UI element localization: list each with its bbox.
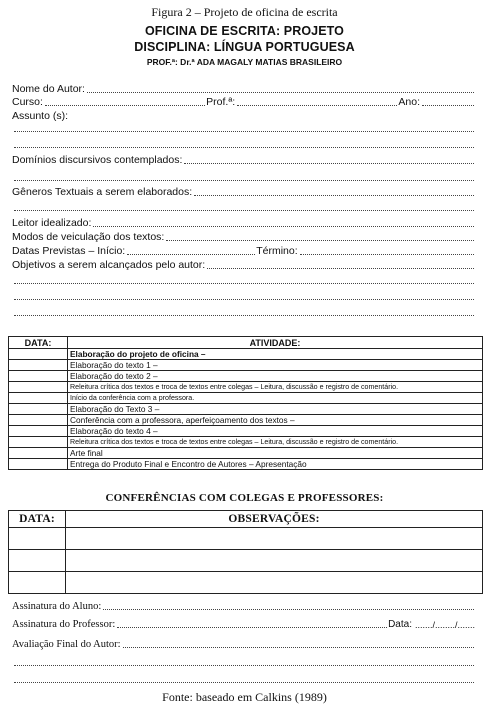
objectives-line-3[interactable] [12, 289, 475, 302]
modes-line[interactable] [166, 231, 474, 241]
table-row[interactable] [9, 448, 483, 459]
conf-date-cell[interactable] [9, 572, 66, 594]
end-date-line[interactable] [300, 245, 474, 255]
subject-line-1[interactable] [12, 121, 475, 134]
activities-header-row [9, 337, 483, 349]
table-row[interactable] [9, 371, 483, 382]
genres-label: Gêneros Textuais a serem elaborados: [12, 186, 193, 198]
conf-notes-cell[interactable] [66, 550, 483, 572]
activity-date-cell[interactable] [9, 437, 68, 448]
dates-label: Datas Previstas – Início: [12, 245, 126, 257]
conferences-header-row [9, 511, 483, 528]
genres-line[interactable] [194, 186, 474, 196]
table-row[interactable] [9, 437, 483, 448]
course-label: Curso: [12, 96, 43, 108]
activity-cell: Elaboração do texto 4 – [68, 426, 483, 437]
course-field[interactable] [12, 95, 475, 108]
student-signature-label: Assinatura do Aluno: [12, 601, 102, 612]
professor-line: PROF.ª: Dr.ª ADA MAGALY MATIAS BRASILEIRO [146, 57, 343, 67]
figure-caption: Figura 2 – Projeto de oficina de escrita [151, 5, 338, 19]
activity-date-cell[interactable] [9, 426, 68, 437]
subject-label: Assunto (s): [12, 110, 69, 122]
dates-field[interactable] [12, 244, 475, 257]
conf-header-notes: OBSERVAÇÕES: [66, 511, 483, 528]
activity-cell: Entrega do Produto Final e Encontro de Autores – Apresentação [68, 459, 483, 470]
end-label: Término: [256, 245, 298, 257]
table-row[interactable] [9, 459, 483, 470]
conf-notes-cell[interactable] [66, 528, 483, 550]
activity-cell: Releitura crítica dos textos e troca de textos entre colegas – Leitura, discussão e registro de comentário. [68, 382, 483, 393]
conf-notes-cell[interactable] [66, 572, 483, 594]
activity-cell: Elaboração do projeto de oficina – [68, 349, 483, 360]
author-label: Nome do Autor: [12, 83, 85, 95]
modes-field[interactable] [12, 230, 475, 243]
header-activity: ATIVIDADE: [68, 337, 483, 349]
conf-date-cell[interactable] [9, 528, 66, 550]
discipline-title: DISCIPLINA: LÍNGUA PORTUGUESA [134, 40, 355, 54]
objectives-label: Objetivos a serem alcançados pelo autor: [12, 259, 206, 271]
author-line[interactable] [87, 83, 474, 93]
activities-table [8, 336, 483, 470]
conferences-title: CONFERÊNCIAS COM COLEGAS E PROFESSORES: [105, 492, 384, 504]
objectives-line-4[interactable] [12, 305, 475, 318]
teacher-signature-field[interactable] [12, 617, 475, 630]
final-eval-line[interactable] [123, 638, 474, 648]
teacher-signature-label: Assinatura do Professor: [12, 619, 116, 630]
reader-line[interactable] [93, 217, 474, 227]
genres-field[interactable] [12, 185, 475, 198]
conf-date-cell[interactable] [9, 550, 66, 572]
teacher-signature-line[interactable] [117, 618, 387, 628]
activity-date-cell[interactable] [9, 393, 68, 404]
modes-label: Modos de veiculação dos textos: [12, 231, 165, 243]
student-signature-field[interactable] [12, 599, 475, 612]
table-row[interactable] [9, 404, 483, 415]
activity-cell: Arte final [68, 448, 483, 459]
genres-line-2[interactable] [12, 200, 475, 213]
table-row[interactable] [9, 550, 483, 572]
form-title: OFICINA DE ESCRITA: PROJETO [144, 24, 344, 38]
activity-date-cell[interactable] [9, 349, 68, 360]
objectives-line[interactable] [207, 259, 474, 269]
activity-date-cell[interactable] [9, 404, 68, 415]
subject-line-2[interactable] [12, 137, 475, 150]
activity-date-cell[interactable] [9, 415, 68, 426]
course-line[interactable] [45, 96, 205, 106]
conferences-table [8, 510, 483, 594]
start-date-line[interactable] [127, 245, 255, 255]
activity-cell: Início da conferência com a professora. [68, 393, 483, 404]
activity-cell: Elaboração do texto 1 – [68, 360, 483, 371]
domains-line[interactable] [184, 154, 474, 164]
final-eval-line-3[interactable] [12, 672, 475, 685]
final-eval-line-2[interactable] [12, 655, 475, 668]
year-label: Ano: [398, 96, 420, 108]
domains-line-2[interactable] [12, 170, 475, 183]
prof-label: Prof.ª: [206, 96, 236, 108]
final-eval-field[interactable] [12, 637, 475, 650]
activity-date-cell[interactable] [9, 382, 68, 393]
activities-body [9, 349, 483, 470]
year-line[interactable] [422, 96, 474, 106]
activity-cell: Releitura crítica dos textos e troca de textos entre colegas – Leitura, discussão e registro de comentário. [68, 437, 483, 448]
source-note: Fonte: baseado em Calkins (1989) [162, 690, 327, 704]
header-date: DATA: [9, 337, 68, 349]
conf-header-date: DATA: [9, 511, 66, 528]
table-row[interactable] [9, 572, 483, 594]
table-row[interactable] [9, 393, 483, 404]
objectives-line-2[interactable] [12, 273, 475, 286]
activity-date-cell[interactable] [9, 448, 68, 459]
activity-date-cell[interactable] [9, 360, 68, 371]
student-signature-line[interactable] [103, 600, 474, 610]
activity-date-cell[interactable] [9, 371, 68, 382]
table-row[interactable] [9, 426, 483, 437]
domains-field[interactable] [12, 153, 475, 166]
reader-field[interactable] [12, 216, 475, 229]
final-eval-label: Avaliação Final do Autor: [12, 639, 121, 650]
table-row[interactable] [9, 415, 483, 426]
author-field[interactable] [12, 82, 475, 95]
objectives-field[interactable] [12, 258, 475, 271]
table-row[interactable] [9, 360, 483, 371]
activity-date-cell[interactable] [9, 459, 68, 470]
table-row[interactable] [9, 349, 483, 360]
table-row[interactable] [9, 528, 483, 550]
activity-cell: Conferência com a professora, aperfeiçoamento dos textos – [68, 415, 483, 426]
prof-line[interactable] [237, 96, 397, 106]
reader-label: Leitor idealizado: [12, 217, 92, 229]
domains-label: Domínios discursivos contemplados: [12, 154, 183, 166]
date-label: Data: [388, 619, 412, 630]
activity-cell: Elaboração do Texto 3 – [68, 404, 483, 415]
date-placeholder[interactable]: ......./......../....... [414, 620, 475, 630]
table-row[interactable] [9, 382, 483, 393]
activity-cell: Elaboração do texto 2 – [68, 371, 483, 382]
